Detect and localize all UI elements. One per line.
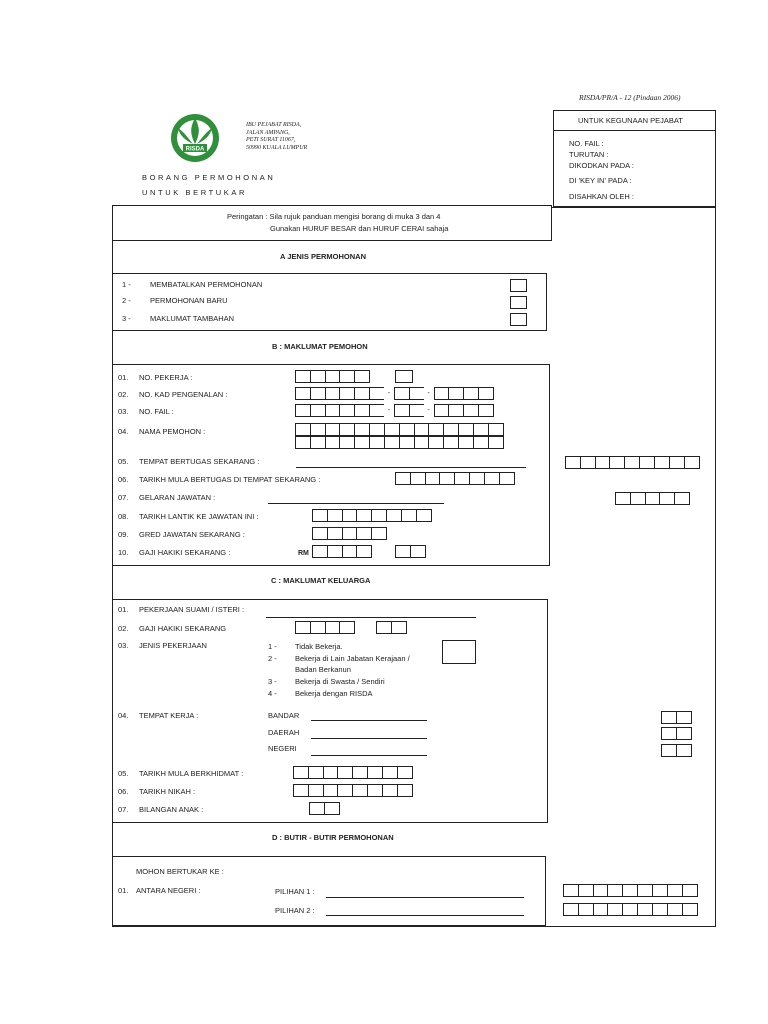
workplace-district-label: DAERAH (268, 728, 300, 737)
left-border (112, 241, 113, 927)
choice1-label: PILIHAN 1 : (275, 887, 315, 896)
job-type-1-num: 1 - (268, 642, 277, 651)
job-type-3-num: 3 - (268, 677, 277, 686)
job-type-2b-label: Badan Berkanun (295, 665, 351, 674)
office-code-job-title[interactable] (615, 492, 689, 505)
b04-label: NAMA PEMOHON : (139, 427, 206, 436)
spouse-salary-cents-input[interactable] (376, 621, 406, 634)
svg-text:RISDA: RISDA (185, 146, 205, 153)
option-a2-label: PERMOHONAN BARU (150, 296, 228, 305)
grade-input[interactable] (312, 527, 386, 540)
b02-label: NO. KAD PENGENALAN : (139, 390, 228, 399)
choice2-line[interactable] (326, 915, 524, 916)
file-number-input[interactable]: - - (295, 404, 493, 417)
spouse-job-line[interactable] (266, 617, 476, 618)
office-code-district[interactable] (661, 727, 691, 740)
workplace-town-line[interactable] (311, 720, 427, 721)
appointment-date-input[interactable] (312, 509, 431, 522)
c01-label: PEKERJAAN SUAMI / ISTERI : (139, 605, 245, 614)
b05-num: 05. (118, 457, 129, 466)
b08-label: TARIKH LANTIK KE JAWATAN INI : (139, 512, 259, 521)
option-a3-num: 3 - (122, 314, 131, 323)
name-input-row1[interactable] (295, 423, 502, 436)
office-field-keyed: DI 'KEY IN' PADA : (569, 176, 632, 185)
office-use-divider (553, 130, 716, 131)
marriage-date-input[interactable] (293, 784, 412, 797)
office-use-title: UNTUK KEGUNAAN PEJABAT (578, 116, 683, 125)
b03-label: NO. FAIL : (139, 407, 174, 416)
section-a-title: A JENIS PERMOHONAN (280, 252, 366, 261)
c04-num: 04. (118, 711, 129, 720)
office-code-state[interactable] (661, 744, 691, 757)
b08-num: 08. (118, 512, 129, 521)
office-field-verified: DISAHKAN OLEH : (569, 192, 635, 201)
c03-label: JENIS PEKERJAAN (139, 641, 207, 650)
job-title-line[interactable] (268, 503, 444, 504)
job-type-2-num: 2 - (268, 654, 277, 663)
b10-num: 10. (118, 548, 129, 557)
b05-label: TEMPAT BERTUGAS SEKARANG : (139, 457, 260, 466)
b07-num: 07. (118, 493, 129, 502)
ic-number-input[interactable]: - - (295, 387, 493, 400)
name-input-row2[interactable] (295, 436, 502, 449)
office-code-workplace[interactable] (565, 456, 698, 469)
right-border (715, 207, 716, 927)
b10-label: GAJI HAKIKI SEKARANG : (139, 548, 231, 557)
c07-label: BILANGAN ANAK : (139, 805, 204, 814)
c07-num: 07. (118, 805, 129, 814)
b04-num: 04. (118, 427, 129, 436)
option-a1-num: 1 - (122, 280, 131, 289)
d01-label: ANTARA NEGERI : (136, 886, 201, 895)
option-a2-num: 2 - (122, 296, 131, 305)
c01-num: 01. (118, 605, 129, 614)
c02-num: 02. (118, 624, 129, 633)
choice2-label: PILIHAN 2 : (275, 906, 315, 915)
job-type-1-label: Tidak Bekerja. (295, 642, 343, 651)
c05-num: 05. (118, 769, 129, 778)
job-type-4-label: Bekerja dengan RISDA (295, 689, 373, 698)
notice-line-right (552, 207, 716, 208)
c06-num: 06. (118, 787, 129, 796)
bottom-border (112, 926, 716, 927)
c02-label: GAJI HAKIKI SEKARANG (139, 624, 227, 633)
option-a1-label: MEMBATALKAN PERMOHONAN (150, 280, 263, 289)
salary-cents-input[interactable] (395, 545, 425, 558)
workplace-district-line[interactable] (311, 738, 427, 739)
b07-label: GELARAN JAWATAN : (139, 493, 216, 502)
form-code: RISDA/PR/A - 12 (Pindaan 2006) (579, 93, 681, 102)
office-field-file: NO. FAIL : (569, 139, 604, 148)
option-a3-label: MAKLUMAT TAMBAHAN (150, 314, 235, 323)
section-c-title: C : MAKLUMAT KELUARGA (271, 576, 371, 585)
service-start-input[interactable] (293, 766, 412, 779)
employee-no-input[interactable] (295, 370, 369, 383)
salary-input[interactable] (312, 545, 371, 558)
children-count-input[interactable] (309, 802, 339, 815)
office-code-choice1[interactable] (563, 884, 696, 897)
job-type-input[interactable] (442, 640, 476, 664)
notice-line2: Gunakan HURUF BESAR dan HURUF CERAI sahaja (270, 224, 449, 233)
b01-label: NO. PEKERJA : (139, 373, 193, 382)
b06-label: TARIKH MULA BERTUGAS DI TEMPAT SEKARANG : (139, 475, 321, 484)
start-date-input[interactable] (395, 472, 514, 485)
checkbox-cancel[interactable] (510, 279, 527, 292)
b09-label: GRED JAWATAN SEKARANG : (139, 530, 245, 539)
transfer-intro: MOHON BERTUKAR KE : (136, 867, 224, 876)
b03-num: 03. (118, 407, 129, 416)
form-title-line2: UNTUK BERTUKAR (142, 188, 248, 197)
c03-num: 03. (118, 641, 129, 650)
office-code-town[interactable] (661, 711, 691, 724)
c06-label: TARIKH NIKAH : (139, 787, 196, 796)
spouse-salary-input[interactable] (295, 621, 354, 634)
b01-num: 01. (118, 373, 129, 382)
form-title-line1: BORANG PERMOHONAN (142, 173, 276, 182)
notice-line1: Peringatan : Sila rujuk panduan mengisi borang di muka 3 dan 4 (227, 212, 441, 221)
workplace-state-label: NEGERI (268, 744, 297, 753)
notice-box (112, 205, 552, 241)
b02-num: 02. (118, 390, 129, 399)
b06-num: 06. (118, 475, 129, 484)
section-b-title: B : MAKLUMAT PEMOHON (272, 342, 368, 351)
section-d-title: D : BUTIR - BUTIR PERMOHONAN (272, 833, 394, 842)
workplace-town-label: BANDAR (268, 711, 300, 720)
choice1-line[interactable] (326, 897, 524, 898)
checkbox-additional[interactable] (510, 313, 527, 326)
c05-label: TARIKH MULA BERKHIDMAT : (139, 769, 244, 778)
b09-num: 09. (118, 530, 129, 539)
job-type-4-num: 4 - (268, 689, 277, 698)
checkbox-new[interactable] (510, 296, 527, 309)
office-field-sequence: TURUTAN : (569, 150, 609, 159)
rm-label: RM (298, 550, 309, 557)
workplace-state-line[interactable] (311, 755, 427, 756)
risda-logo (166, 110, 224, 166)
d01-num: 01. (118, 886, 129, 895)
c04-label: TEMPAT KERJA : (139, 711, 199, 720)
address-block: IBU PEJABAT RISDA, JALAN AMPANG, PETI SURAT 11067, 50990 KUALA LUMPUR (246, 122, 308, 151)
office-field-coded: DIKODKAN PADA : (569, 161, 634, 170)
job-type-2-label: Bekerja di Lain Jabatan Kerajaan / (295, 654, 410, 663)
office-code-choice2[interactable] (563, 903, 696, 916)
employee-no-check[interactable] (395, 370, 413, 383)
workplace-line[interactable] (296, 467, 526, 468)
job-type-3-label: Bekerja di Swasta / Sendiri (295, 677, 385, 686)
